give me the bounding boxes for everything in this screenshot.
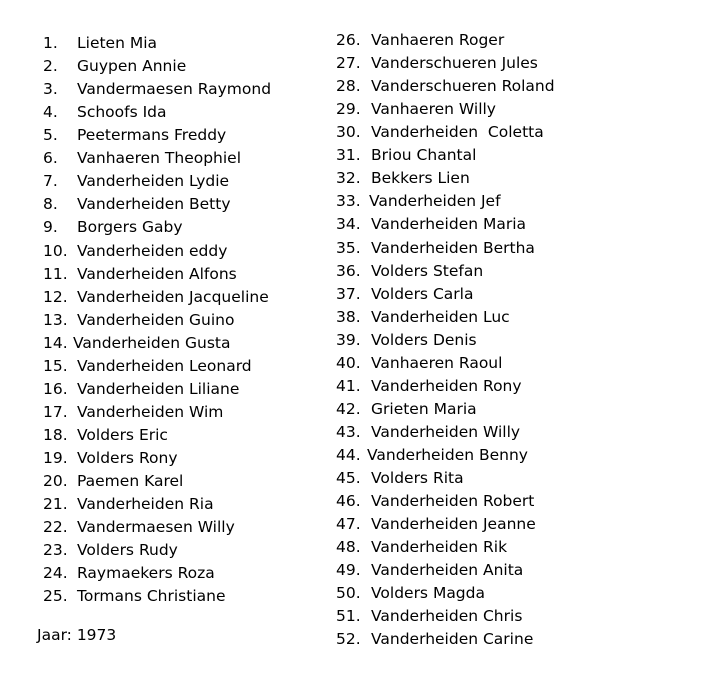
item-number: 48. <box>336 538 361 557</box>
list-item <box>0 537 508 557</box>
item-number: 1. <box>43 34 58 52</box>
item-number: 23. <box>43 541 68 560</box>
person-name: Vanhaeren Raoul <box>371 353 503 372</box>
person-name: Guypen Annie <box>77 57 187 75</box>
list-item <box>0 145 477 165</box>
list-item <box>0 514 536 534</box>
item-number: 44. <box>336 445 361 464</box>
person-name: Vanderheiden Leonard <box>77 356 252 375</box>
item-number: 20. <box>43 471 68 490</box>
person-name: Vanderheiden Jeanne <box>371 515 536 533</box>
person-name: Volders Denis <box>371 330 477 349</box>
item-number: 36. <box>336 261 361 280</box>
person-name: Vanderheiden Lydie <box>77 172 230 191</box>
person-name: Vanderheiden Ria <box>77 495 214 513</box>
item-number: 19. <box>43 448 68 467</box>
item-number: 41. <box>336 376 361 395</box>
person-name: Vanderheiden Willy <box>371 422 521 441</box>
item-number: 45. <box>336 468 361 487</box>
item-number: 6. <box>43 149 58 168</box>
list-item <box>0 122 544 142</box>
list-item <box>0 353 503 373</box>
item-number: 13. <box>43 310 68 329</box>
person-name: Volders Rony <box>77 448 178 467</box>
item-number: 27. <box>336 54 361 72</box>
item-number: 15. <box>43 356 68 375</box>
list-item <box>0 191 501 211</box>
item-number: 29. <box>336 100 361 119</box>
person-name: Vanderheiden Anita <box>371 561 524 580</box>
person-name: Volders Stefan <box>371 261 484 280</box>
item-number: 2. <box>43 57 58 75</box>
person-name: Volders Magda <box>371 584 485 603</box>
item-number: 16. <box>43 379 68 398</box>
person-name: Vanderheiden Guino <box>77 310 235 329</box>
item-number: 33. <box>336 192 361 211</box>
item-number: 10. <box>43 241 68 260</box>
person-name: Vanderschueren Jules <box>371 54 538 72</box>
person-name: Vanderheiden Betty <box>77 195 231 214</box>
item-number: 31. <box>336 146 361 165</box>
person-name: Vanderheiden Bertha <box>371 238 535 257</box>
list-item <box>0 238 535 258</box>
item-number: 47. <box>336 515 361 533</box>
person-name: Tormans Christiane <box>77 587 226 606</box>
person-name: Vanderheiden Gusta <box>73 333 231 352</box>
person-name: Volders Carla <box>371 284 474 303</box>
item-number: 5. <box>43 126 58 145</box>
item-number: 43. <box>336 422 361 441</box>
list-item <box>0 606 523 626</box>
person-name: Vanderschueren Roland <box>371 77 555 96</box>
list-item <box>0 330 477 350</box>
item-number: 28. <box>336 77 361 96</box>
item-number: 3. <box>43 80 58 99</box>
person-name: Vanhaeren Theophiel <box>77 149 242 168</box>
person-name: Volders Rita <box>371 468 464 487</box>
person-name: Vandermaesen Willy <box>77 518 235 536</box>
list-item <box>0 307 510 327</box>
person-name: Vanderheiden Carine <box>371 630 534 649</box>
list-item <box>0 376 522 396</box>
list-item <box>0 491 535 511</box>
person-name: Vanderheiden Coletta <box>371 123 544 142</box>
list-item <box>0 99 496 119</box>
item-number: 21. <box>43 495 68 513</box>
person-name: Vandermaesen Raymond <box>77 80 272 99</box>
person-name: Vanderheiden Luc <box>371 307 510 326</box>
item-number: 51. <box>336 607 361 626</box>
item-number: 26. <box>336 31 361 49</box>
person-name: Peetermans Freddy <box>77 126 227 145</box>
person-name: Vanderheiden Maria <box>371 215 527 234</box>
list-item <box>0 583 485 603</box>
item-number: 34. <box>336 215 361 234</box>
item-number: 18. <box>43 425 68 444</box>
list-item <box>0 399 477 419</box>
item-number: 38. <box>336 307 361 326</box>
list-item <box>0 560 524 580</box>
person-name: Vanderheiden Wim <box>77 402 224 421</box>
item-number: 35. <box>336 238 361 257</box>
person-name: Grieten Maria <box>371 399 477 418</box>
item-number: 7. <box>43 172 58 191</box>
person-name: Raymaekers Roza <box>77 564 215 583</box>
person-name: Vanderheiden Benny <box>367 445 528 464</box>
list-item <box>0 468 464 488</box>
person-name: Vanderheiden Liliane <box>77 379 240 398</box>
item-number: 40. <box>336 353 361 372</box>
list-item <box>0 76 555 96</box>
item-number: 25. <box>43 587 68 606</box>
person-name: Vanderheiden Alfons <box>77 264 237 283</box>
person-name: Paemen Karel <box>77 471 184 490</box>
person-name: Vanderheiden Chris <box>371 607 523 626</box>
list-item <box>0 261 484 281</box>
item-number: 42. <box>336 399 361 418</box>
person-name: Lieten Mia <box>77 34 158 52</box>
person-name: Borgers Gaby <box>77 218 183 237</box>
item-number: 30. <box>336 123 361 142</box>
person-name: Briou Chantal <box>371 146 477 165</box>
person-name: Volders Rudy <box>77 541 178 560</box>
item-number: 46. <box>336 492 361 510</box>
list-item <box>0 422 521 442</box>
list-item <box>0 30 505 50</box>
person-name: Vanhaeren Willy <box>371 100 496 119</box>
item-number: 14. <box>43 333 68 352</box>
person-name: Bekkers Lien <box>371 169 470 188</box>
item-number: 11. <box>43 264 68 283</box>
person-name: Vanhaeren Roger <box>371 31 505 49</box>
item-number: 24. <box>43 564 68 583</box>
person-name: Vanderheiden eddy <box>77 241 228 260</box>
person-name: Vanderheiden Rik <box>371 538 508 557</box>
person-name: Vanderheiden Jacqueline <box>77 287 269 306</box>
item-number: 39. <box>336 330 361 349</box>
item-number: 52. <box>336 630 361 649</box>
person-name: Vanderheiden Rony <box>371 376 522 395</box>
item-number: 8. <box>43 195 58 214</box>
item-number: 22. <box>43 518 68 536</box>
list-item <box>0 214 527 234</box>
item-number: 32. <box>336 169 361 188</box>
list-item <box>0 53 538 73</box>
list-item <box>0 284 474 304</box>
item-number: 4. <box>43 103 58 122</box>
list-item <box>0 445 528 465</box>
person-name: Vanderheiden Robert <box>371 492 535 510</box>
item-number: 37. <box>336 284 361 303</box>
person-name: Volders Eric <box>77 425 168 444</box>
list-item <box>0 168 470 188</box>
person-name: Vanderheiden Jef <box>369 192 501 211</box>
year-footer: Jaar: 1973 <box>37 626 117 644</box>
item-number: 12. <box>43 287 68 306</box>
item-number: 50. <box>336 584 361 603</box>
item-number: 17. <box>43 402 68 421</box>
person-name: Schoofs Ida <box>77 103 167 122</box>
item-number: 9. <box>43 218 58 237</box>
item-number: 49. <box>336 561 361 580</box>
